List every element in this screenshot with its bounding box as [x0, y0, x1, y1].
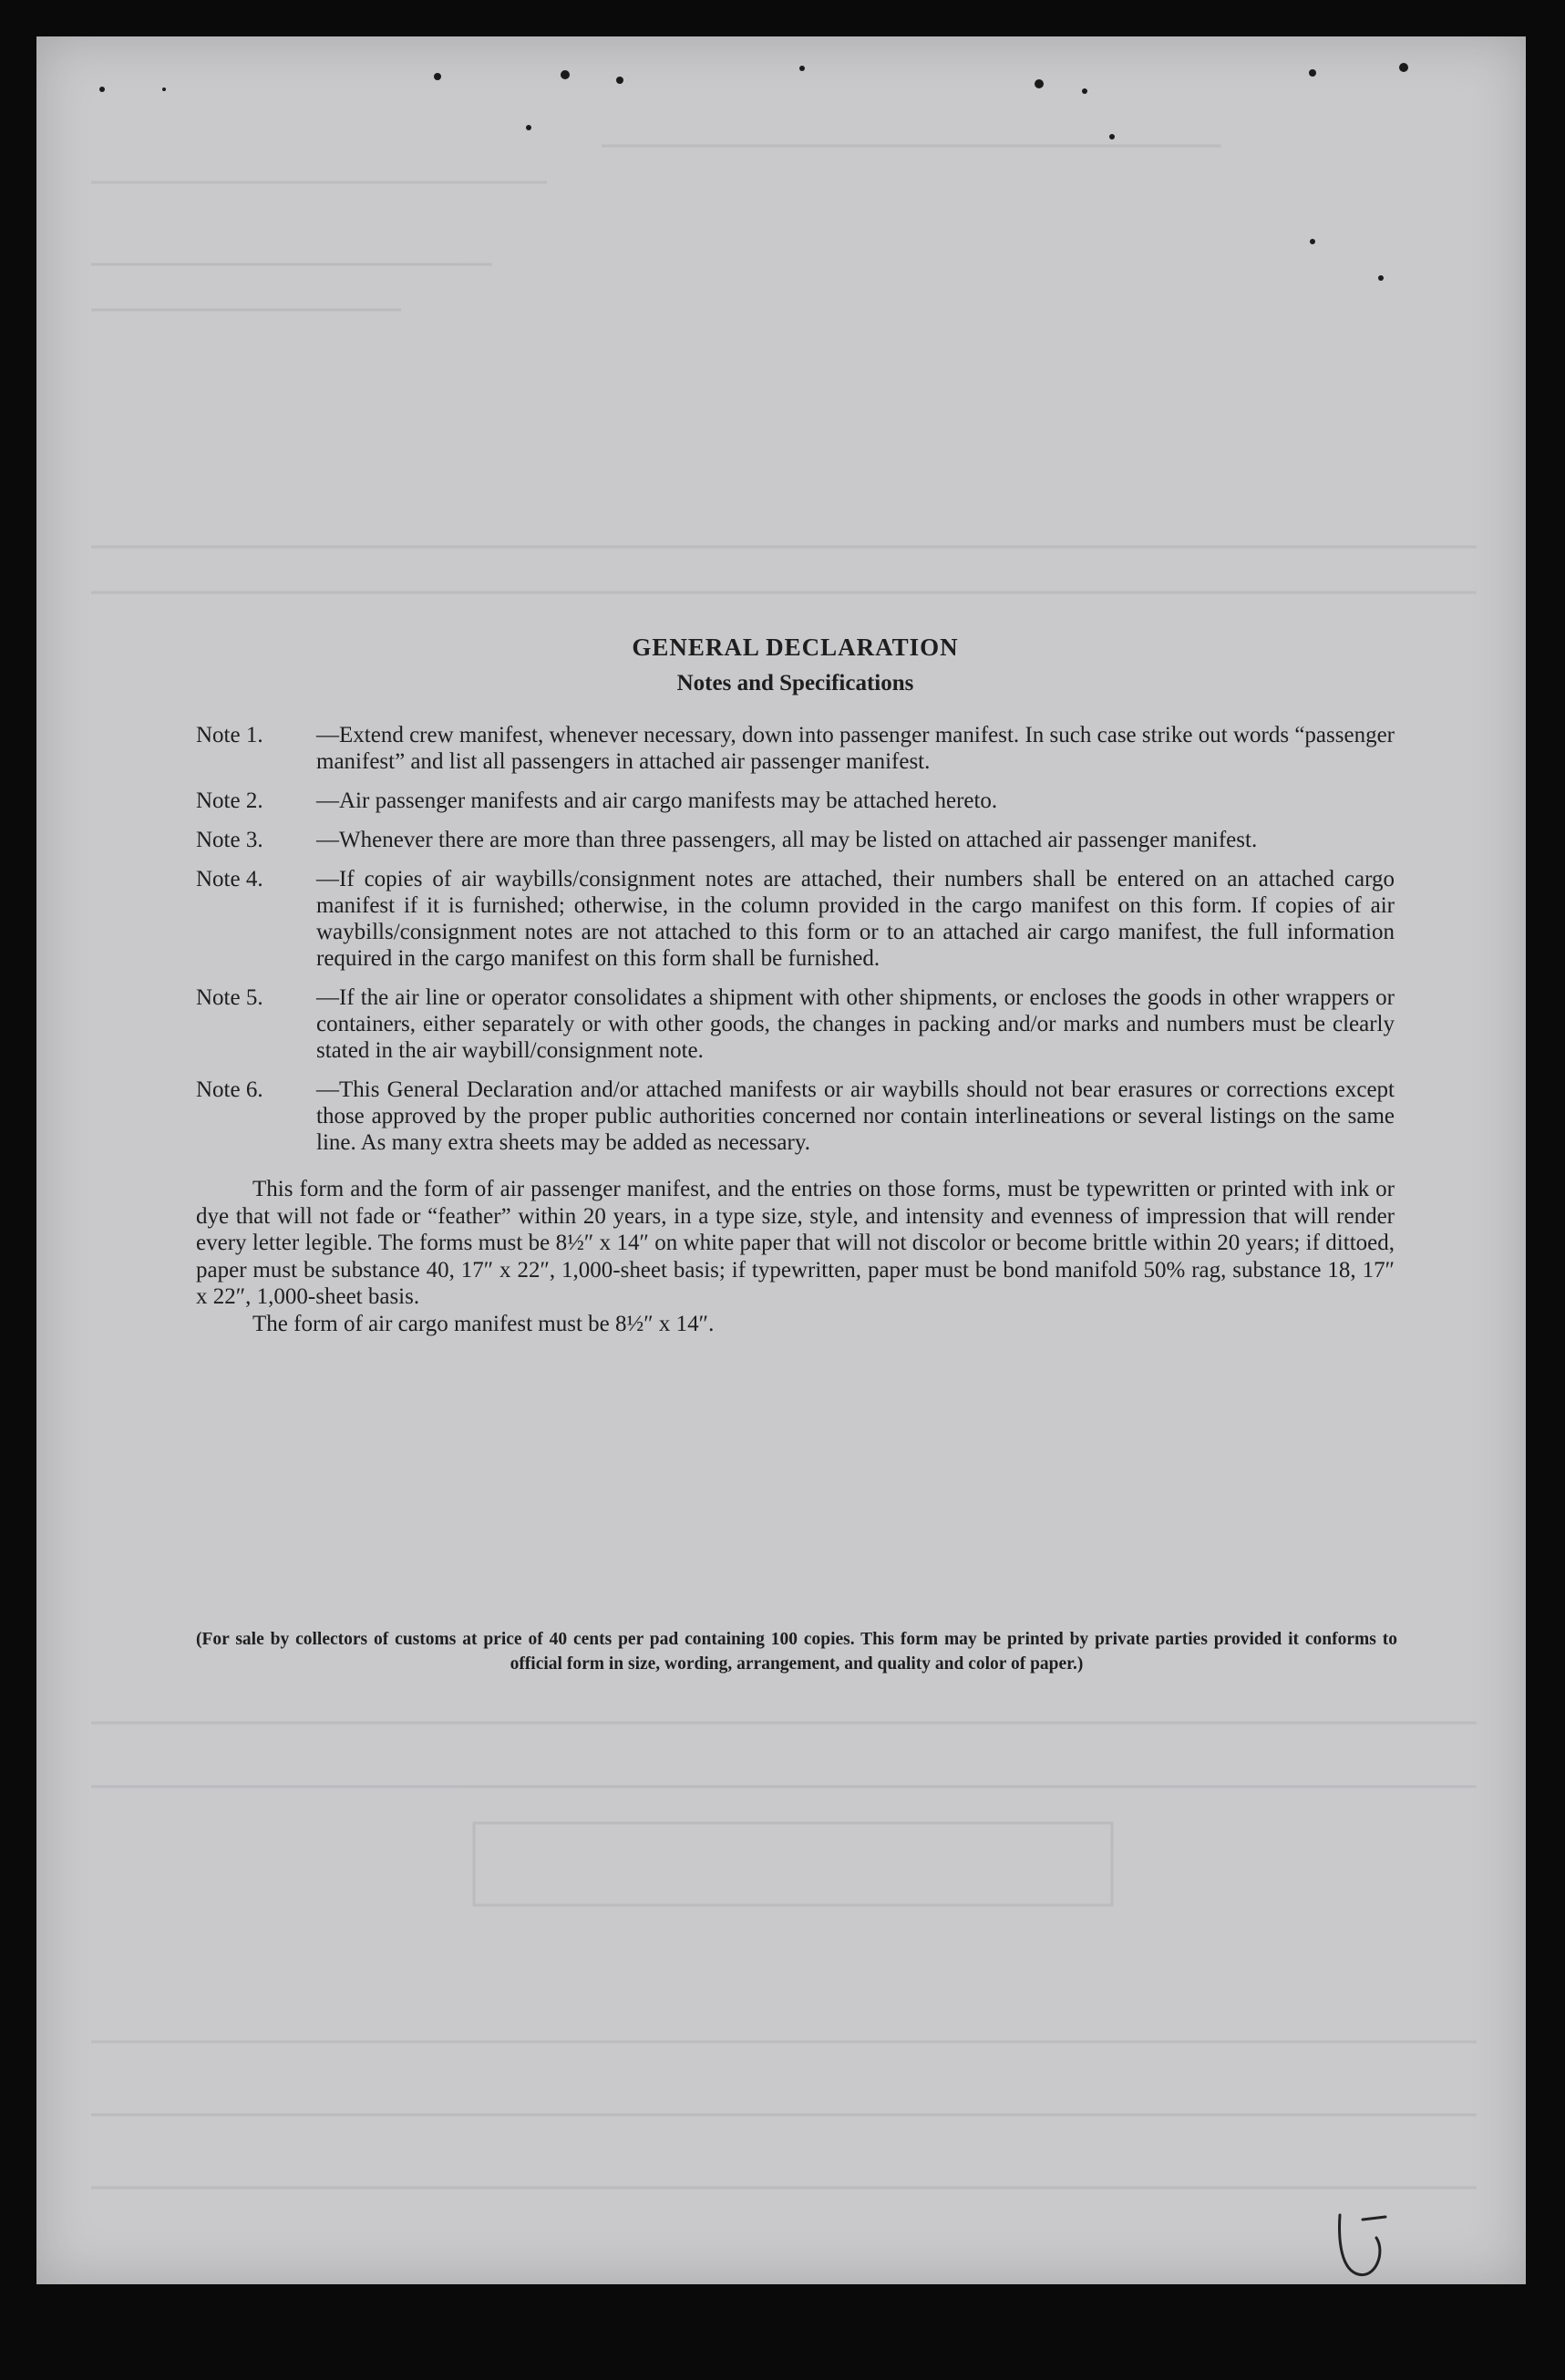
note-6	[196, 1077, 1395, 1156]
specification-paragraph: This form and the form of air passenger manifest, and the entries on those forms, must be typewritten or printed with ink or dye that will not fade or “feather” within 20 years, in a type size, style, and intensity and evenness of impression that will render every letter legible. The forms must be 8½″ x 14″ on white paper that will not discolor or become brittle within 20 years; if dittoed, paper must be substance 40, 17″ x 22″, 1,000-sheet basis; if typewritten, paper must be bond manifold 50% rag, substance 18, 17″ x 22″, 1,000-sheet basis.	[196, 1177, 1395, 1309]
note-label: Note 3.	[196, 828, 263, 852]
note-text: —If copies of air waybills/consignment notes are attached, their numbers shall be entered on an attached cargo manifest if it is furnished; otherwise, in the column provided in the cargo manifest on this form. If copies of air waybills/consignment notes are not attached to this form or to an attached air cargo manifest, the full information required in the cargo manifest on this form shall be furnished.	[316, 867, 1395, 971]
note-text: —Whenever there are more than three passengers, all may be listed on attached air passenger manifest.	[316, 828, 1258, 852]
note-body: Whenever there are more than three passengers, all may be listed on attached air passenger manifest.	[339, 828, 1258, 852]
note-text: —Extend crew manifest, whenever necessary, down into passenger manifest. In such case strike out words “passenger manifest” and list all passengers in attached air passenger manifest.	[316, 723, 1395, 774]
note-label: Note 1.	[196, 723, 263, 747]
cargo-manifest-size-paragraph: The form of air cargo manifest must be 8½″ x 14″.	[252, 1311, 715, 1336]
note-5	[196, 984, 1395, 1064]
note-label: Note 5.	[196, 985, 263, 1010]
note-body: Extend crew manifest, whenever necessary, down into passenger manifest. In such case strike out words “passenger manifest” and list all passengers in attached air passenger manifest.	[316, 723, 1395, 774]
document-title: GENERAL DECLARATION	[632, 634, 959, 661]
note-label: Note 6.	[196, 1077, 263, 1102]
note-body: Air passenger manifests and air cargo manifests may be attached hereto.	[339, 788, 998, 813]
note-body: If the air line or operator consolidates a shipment with other shipments, or encloses the goods in other wrappers or containers, either separately or with other goods, the changes in packing and/or marks and numbers must be clearly stated in the air waybill/consignment note.	[316, 985, 1395, 1063]
declaration-content	[196, 629, 1395, 1337]
note-4	[196, 866, 1395, 972]
sale-notice-footer: (For sale by collectors of customs at price of 40 cents per pad containing 100 copies. This form may be printed by private parties provided it conforms to official form in size, wording, arrangement, and quality and color of paper.)	[196, 1630, 1397, 1674]
note-text: —If the air line or operator consolidates a shipment with other shipments, or encloses the goods in other wrappers or containers, either separately or with other goods, the changes in packing and/or marks and numbers must be clearly stated in the air waybill/consignment note.	[316, 985, 1395, 1063]
document-page	[36, 36, 1526, 2284]
note-1	[196, 722, 1395, 775]
note-label: Note 2.	[196, 788, 263, 813]
note-2	[196, 788, 1395, 814]
note-text: —This General Declaration and/or attached manifests or air waybills should not bear erasures or corrections except those approved by the proper public authorities concerned nor contain interlineations or several listings on the same line. As many extra sheets may be added as necessary.	[316, 1077, 1395, 1155]
note-3	[196, 827, 1395, 853]
document-subtitle: Notes and Specifications	[676, 671, 914, 695]
note-label: Note 4.	[196, 867, 263, 891]
note-text: —Air passenger manifests and air cargo manifests may be attached hereto.	[316, 788, 998, 813]
note-body: This General Declaration and/or attached manifests or air waybills should not bear erasures or corrections except those approved by the proper public authorities concerned nor contain interlineations or several listings on the same line. As many extra sheets may be added as necessary.	[316, 1077, 1395, 1155]
note-body: If copies of air waybills/consignment notes are attached, their numbers shall be entered on an attached cargo manifest if it is furnished; otherwise, in the column provided in the cargo manifest on this form. If copies of air waybills/consignment notes are not attached to this form or to an attached air cargo manifest, the full information required in the cargo manifest on this form shall be furnished.	[316, 867, 1395, 971]
